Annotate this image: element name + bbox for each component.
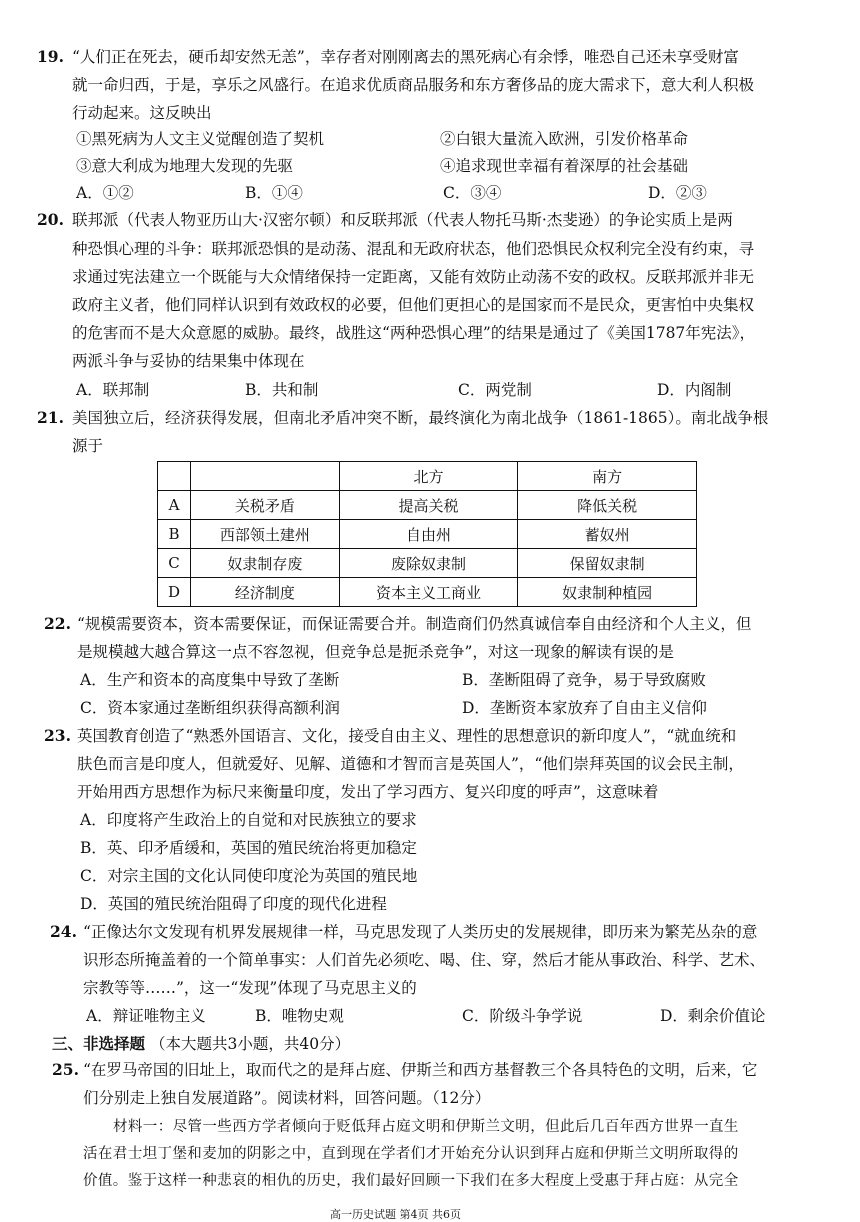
statement-2: ②白银大量流入欧洲，引发价格革命	[440, 130, 689, 148]
question-stem: 开始用西方思想作为标尺来衡量印度，发出了学习西方、复兴印度的呼声”，这意味着	[77, 783, 659, 801]
option-c: C．资本家通过垄断组织获得高额利润	[80, 699, 340, 717]
question-stem: 行动起来。这反映出	[72, 104, 212, 122]
question-stem: 就一命归西，于是，享乐之风盛行。在追求优质商品服务和东方奢侈品的庞大需求下，意大利人积极	[72, 76, 755, 94]
question-stem: 宗教等等……”，这一“发现”体现了马克思主义的	[83, 979, 417, 997]
row-south: 蓄奴州	[518, 520, 697, 549]
table-cell	[190, 462, 339, 491]
comparison-table	[157, 461, 697, 607]
question-number: 23.	[44, 726, 71, 745]
table-row	[158, 578, 697, 607]
section-note: （本大题共3小题，共40分）	[150, 1035, 351, 1053]
question-stem: 两派斗争与妥协的结果集中体现在	[72, 352, 305, 370]
option-c: C．③④	[443, 184, 502, 202]
option-c: C．对宗主国的文化认同使印度沦为英国的殖民地	[80, 867, 418, 885]
question-stem: 美国独立后，经济获得发展，但南北矛盾冲突不断，最终演化为南北战争（1861-1865）。南北战争根	[72, 409, 769, 427]
option-a: A．生产和资本的高度集中导致了垄断	[80, 671, 340, 689]
statement-1: ①黑死病为人文主义觉醒创造了契机	[76, 130, 325, 148]
question-number: 25.	[52, 1060, 79, 1079]
section-title: 三、非选择题	[52, 1034, 146, 1053]
question-number: 20.	[37, 210, 64, 229]
row-south: 降低关税	[518, 491, 697, 520]
option-a: A．印度将产生政治上的自觉和对民族独立的要求	[80, 811, 417, 829]
row-north: 提高关税	[339, 491, 518, 520]
question-stem: 种恐惧心理的斗争：联邦派恐惧的是动荡、混乱和无政府状态，他们恐惧民众权利完全没有约束，寻	[72, 240, 755, 258]
option-d: D．内阁制	[657, 381, 732, 399]
row-south: 保留奴隶制	[518, 549, 697, 578]
question-stem: “人们正在死去，硬币却安然无恙”，幸存者对刚刚离去的黑死病心有余悸，唯恐自己还未享受财富	[72, 48, 739, 66]
option-b: B．英、印矛盾缓和，英国的殖民统治将更加稳定	[80, 839, 417, 857]
option-a: A．①②	[76, 184, 134, 202]
table-cell	[158, 462, 191, 491]
material-text: 材料一：尽管一些西方学者倾向于贬低拜占庭文明和伊斯兰文明，但此后几百年西方世界一直生	[113, 1119, 739, 1135]
row-north: 自由州	[339, 520, 518, 549]
option-b: B．垄断阻碍了竞争，易于导致腐败	[462, 671, 706, 689]
question-stem: 识形态所掩盖着的一个简单事实：人们首先必须吃、喝、住、穿，然后才能从事政治、科学、艺术、	[83, 951, 766, 969]
question-stem: 联邦派（代表人物亚历山大·汉密尔顿）和反联邦派（代表人物托马斯·杰斐逊）的争论实质上是两	[72, 211, 733, 229]
option-d: D．英国的殖民统治阻碍了印度的现代化进程	[80, 895, 387, 913]
question-stem: 是规模越大越合算这一点不容忽视，但竞争总是扼杀竞争”，对这一现象的解读有误的是	[77, 643, 674, 661]
option-b: B．①④	[245, 184, 303, 202]
row-north: 资本主义工商业	[339, 578, 518, 607]
row-south: 奴隶制种植园	[518, 578, 697, 607]
row-option: B	[158, 520, 191, 549]
option-d: D．垄断资本家放弃了自由主义信仰	[462, 699, 707, 717]
statement-4: ④追求现世幸福有着深厚的社会基础	[440, 157, 689, 175]
question-stem: 们分别走上独自发展道路”。阅读材料，回答问题。（12分）	[83, 1089, 491, 1107]
material-text: 活在君士坦丁堡和麦加的阴影之中，直到现在学者们才开始充分认识到拜占庭和伊斯兰文明所取得的	[83, 1146, 739, 1162]
question-number: 19.	[37, 47, 64, 66]
material-text: 价值。鉴于这样一种悲哀的相仇的历史，我们最好回顾一下我们在多大程度上受惠于拜占庭：从完全	[83, 1173, 739, 1189]
question-stem: 英国教育创造了“熟悉外国语言、文化，接受自由主义、理性的思想意识的新印度人”，“就血统和	[77, 727, 737, 745]
row-item: 西部领土建州	[190, 520, 339, 549]
option-c: C．两党制	[458, 381, 532, 399]
table-header-row	[158, 462, 697, 491]
row-item: 关税矛盾	[190, 491, 339, 520]
question-stem: “正像达尔文发现有机界发展规律一样，马克思发现了人类历史的发展规律，即历来为繁芜丛杂的意	[83, 923, 758, 941]
question-stem: 肤色而言是印度人，但就爱好、见解、道德和才智而言是英国人”，“他们崇拜英国的议会民主制，	[77, 755, 744, 773]
option-c: C．阶级斗争学说	[462, 1007, 583, 1025]
option-d: D．剩余价值论	[660, 1007, 766, 1025]
row-option: D	[158, 578, 191, 607]
question-number: 24.	[50, 922, 77, 941]
row-option: A	[158, 491, 191, 520]
row-option: C	[158, 549, 191, 578]
table-header-north: 北方	[339, 462, 518, 491]
question-stem: “规模需要资本，资本需要保证，而保证需要合并。制造商们仍然真诚信奉自由经济和个人主义，但	[77, 615, 752, 633]
table-row	[158, 491, 697, 520]
option-d: D．②③	[648, 184, 707, 202]
question-stem: “在罗马帝国的旧址上，取而代之的是拜占庭、伊斯兰和西方基督教三个各具特色的文明，后来，它	[83, 1061, 758, 1079]
page-footer: 高一历史试题 第4页 共6页	[330, 1208, 461, 1221]
statement-3: ③意大利成为地理大发现的先驱	[76, 157, 294, 175]
question-number: 22.	[44, 614, 71, 633]
row-north: 废除奴隶制	[339, 549, 518, 578]
option-a: A．辩证唯物主义	[86, 1007, 206, 1025]
table-row	[158, 520, 697, 549]
question-stem: 求通过宪法建立一个既能与大众情绪保持一定距离，又能有效防止动荡不安的政权。反联邦派并非无	[72, 268, 755, 286]
question-stem: 政府主义者，他们同样认识到有效政权的必要，但他们更担心的是国家而不是民众，更害怕中央集权	[72, 296, 755, 314]
question-stem: 的危害而不是大众意愿的威胁。最终，战胜这“两种恐惧心理”的结果是通过了《美国1787年宪法》，	[72, 324, 756, 342]
option-b: B．唯物史观	[255, 1007, 344, 1025]
option-a: A．联邦制	[76, 381, 150, 399]
table-row	[158, 549, 697, 578]
option-b: B．共和制	[245, 381, 319, 399]
row-item: 奴隶制存废	[190, 549, 339, 578]
question-number: 21.	[37, 408, 64, 427]
question-stem: 源于	[72, 437, 104, 455]
row-item: 经济制度	[190, 578, 339, 607]
table-header-south: 南方	[518, 462, 697, 491]
